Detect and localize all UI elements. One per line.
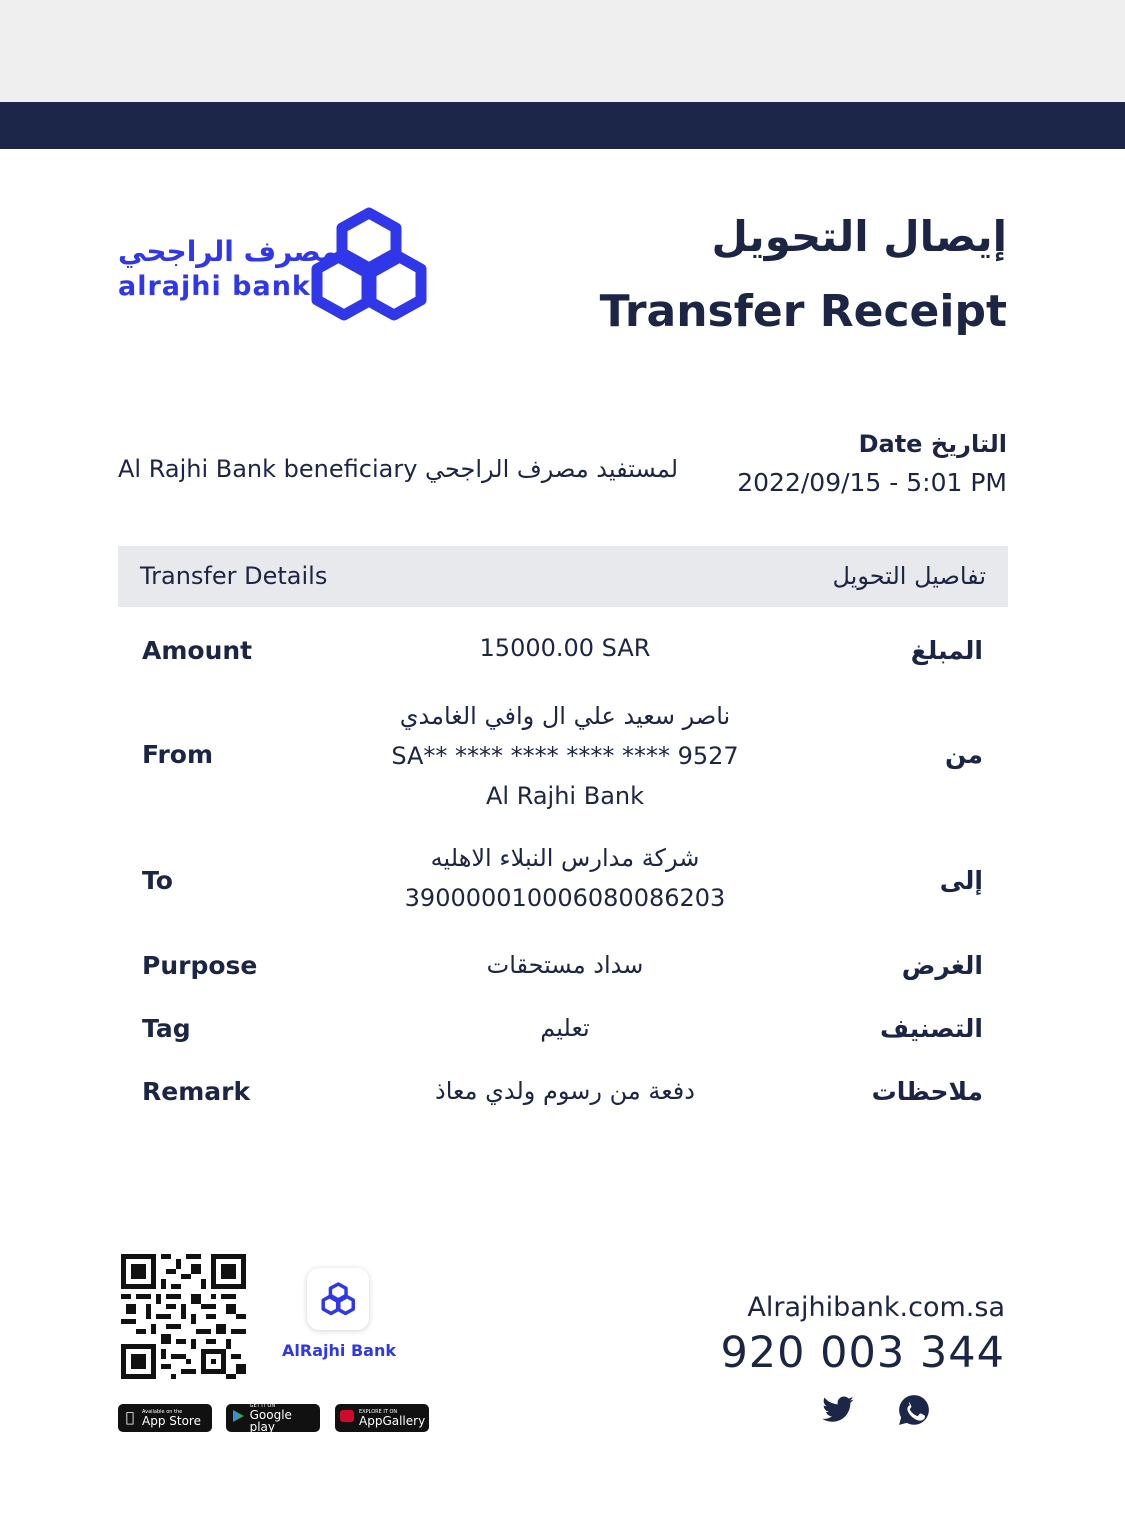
remark-value: دفعة من رسوم ولدي معاذ	[435, 1077, 695, 1105]
tag-label-arabic: التصنيف	[880, 1014, 983, 1043]
alrajhi-logo-icon	[310, 205, 428, 321]
beneficiary-type: Al Rajhi Bank beneficiary لمستفيد مصرف الراجحي	[118, 455, 679, 483]
app-store-badge[interactable]	[118, 1404, 212, 1432]
from-bank: Al Rajhi Bank	[485, 782, 645, 810]
to-name: شركة مدارس النبلاء الاهليه	[430, 844, 700, 872]
app-store-small-text: Available on the	[142, 1408, 183, 1415]
from-name: ناصر سعيد علي ال وافي الغامدي	[399, 702, 731, 730]
app-icon[interactable]	[307, 1268, 369, 1330]
logo-text-arabic: مصرف الراجحي	[118, 235, 339, 268]
to-label: To	[142, 866, 173, 895]
top-margin	[0, 0, 1125, 102]
amount-value: 15000.00 SAR	[479, 634, 651, 662]
from-account: SA** **** **** **** **** 9527	[391, 742, 739, 770]
remark-label: Remark	[142, 1077, 251, 1106]
logo-text-english: alrajhi bank	[118, 271, 311, 302]
date-value: 2022/09/15 - 5:01 PM	[737, 468, 1007, 497]
tag-label: Tag	[142, 1014, 191, 1043]
amount-label: Amount	[142, 636, 253, 665]
alrajhi-app-logo-icon	[307, 1268, 369, 1330]
huawei-icon	[335, 1409, 359, 1427]
app-gallery-small-text: EXPLORE IT ON	[359, 1408, 398, 1415]
website-link[interactable]: Alrajhibank.com.sa	[747, 1292, 1005, 1323]
purpose-value: سداد مستحقات	[486, 951, 644, 979]
remark-label-arabic: ملاحظات	[871, 1077, 983, 1106]
from-label: From	[142, 740, 214, 769]
phone-number[interactable]: 920 003 344	[720, 1328, 1005, 1378]
purpose-label: Purpose	[142, 951, 258, 980]
title-arabic: إيصال التحويل	[711, 212, 1007, 261]
app-store-label: App Store	[142, 1413, 201, 1428]
google-play-badge[interactable]	[226, 1404, 320, 1432]
whatsapp-icon[interactable]	[897, 1393, 931, 1427]
twitter-icon[interactable]	[821, 1393, 855, 1427]
app-gallery-badge[interactable]	[335, 1404, 429, 1432]
purpose-label-arabic: الغرض	[901, 951, 983, 980]
apple-icon	[118, 1410, 142, 1426]
amount-label-arabic: المبلغ	[910, 636, 983, 665]
page-title: Transfer Receipt	[599, 286, 1007, 337]
qr-code[interactable]	[121, 1254, 246, 1379]
app-gallery-label: AppGallery	[359, 1413, 426, 1428]
tag-value: تعليم	[540, 1014, 590, 1042]
section-title-arabic: تفاصيل التحويل	[832, 562, 986, 590]
transfer-details-header	[118, 546, 1008, 607]
app-name: AlRajhi Bank	[282, 1341, 396, 1360]
to-label-arabic: إلى	[939, 866, 983, 895]
header-bar	[0, 102, 1125, 149]
date-label: Date التاريخ	[858, 430, 1007, 458]
to-account: 390000010006080086203	[404, 884, 726, 912]
from-label-arabic: من	[945, 740, 983, 769]
section-title-english: Transfer Details	[140, 562, 328, 590]
google-play-small-text: GET IT ON	[249, 1402, 276, 1409]
play-icon	[226, 1409, 250, 1427]
google-play-label: Google play	[249, 1407, 292, 1434]
